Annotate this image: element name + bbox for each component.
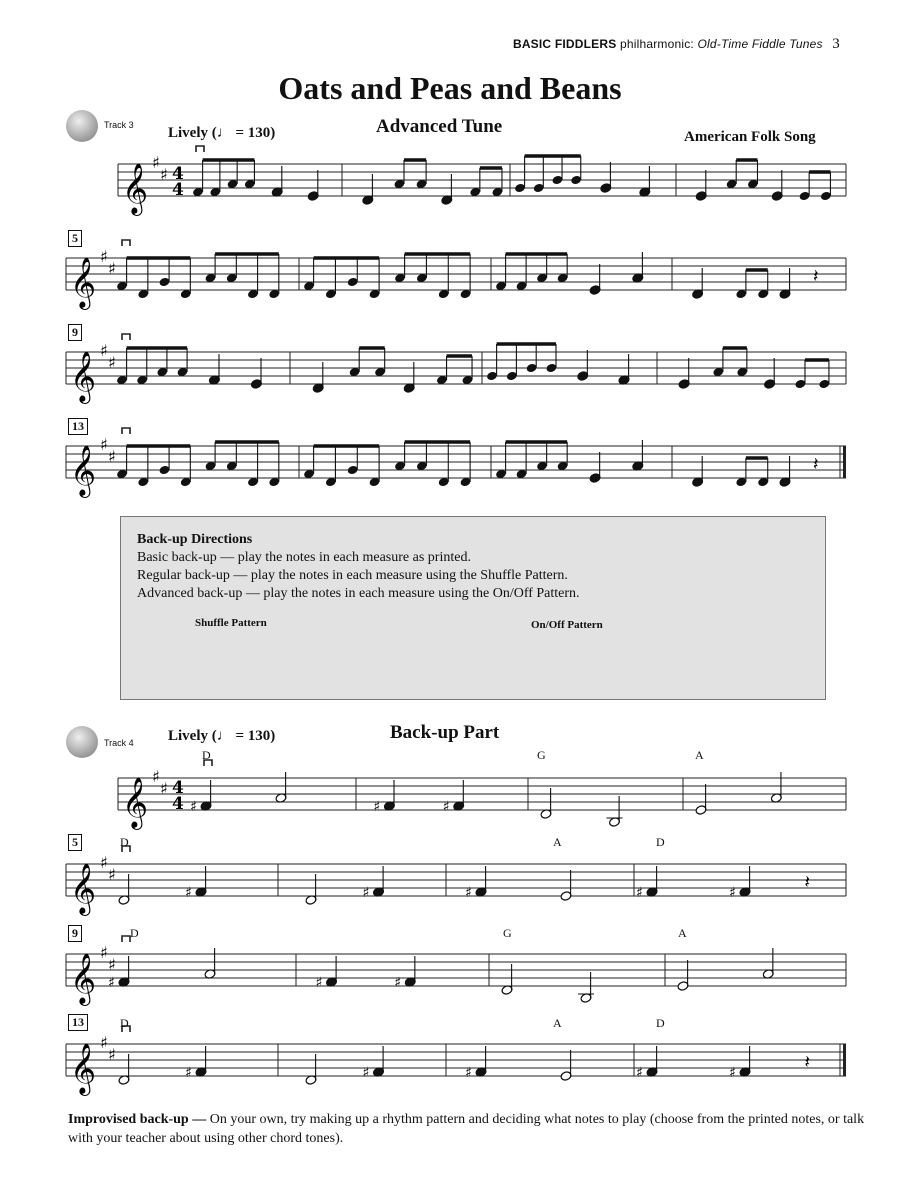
page-number: 3 [832, 36, 840, 52]
measure-number: 9 [68, 324, 82, 341]
sharp-icon: ♯ [100, 247, 108, 266]
treble-clef-icon: 𝄞 [70, 445, 97, 496]
speaker-icon[interactable] [66, 726, 98, 758]
footer-label: Improvised back-up — [68, 1112, 207, 1127]
section-subtitle: Advanced Tune [376, 116, 503, 137]
quarter-rest-icon: 𝄽 [804, 872, 811, 893]
sharp-icon: ♯ [394, 975, 402, 991]
down-bow-icon [122, 334, 130, 340]
quarter-rest-icon: 𝄽 [813, 454, 819, 475]
page-title: Oats and Peas and Beans [278, 70, 622, 106]
sharp-icon: ♯ [465, 1065, 472, 1081]
sharp-icon: ♯ [729, 1065, 736, 1081]
backup-directions-box [120, 516, 826, 700]
chord-symbol: D [202, 748, 211, 762]
sharp-icon: ♯ [636, 1065, 643, 1081]
final-barline [843, 446, 846, 478]
treble-clef-icon: 𝄞 [70, 351, 97, 402]
sharp-icon: ♯ [160, 779, 168, 798]
chord-symbol: A [678, 926, 687, 940]
sharp-icon: ♯ [100, 435, 108, 454]
sharp-icon: ♯ [729, 885, 736, 901]
sharp-icon: ♯ [100, 943, 108, 962]
sharp-icon: ♯ [152, 767, 160, 786]
treble-clef-icon: 𝄞 [122, 163, 149, 214]
box-heading: Back-up Directions [137, 532, 253, 547]
book-title: Old-Time Fiddle Tunes [697, 37, 823, 51]
sharp-icon: ♯ [190, 799, 197, 815]
composer-credit: American Folk Song [684, 129, 816, 145]
measure-number: 13 [68, 1014, 88, 1031]
measure-number: 5 [68, 834, 82, 851]
down-bow-icon [122, 936, 130, 942]
treble-clef-icon: 𝄞 [70, 257, 97, 308]
chord-symbol: D [120, 1016, 129, 1030]
measure-number: 13 [68, 418, 88, 435]
regular-backup-line: Regular back-up — play the notes in each measure using the Shuffle Pattern. [137, 568, 568, 583]
chord-symbol: A [695, 748, 704, 762]
chord-symbol: A [553, 835, 562, 849]
sharp-icon: ♯ [100, 1033, 108, 1052]
quarter-rest-icon: 𝄽 [813, 266, 819, 287]
sharp-icon: ♯ [152, 153, 160, 172]
advanced-backup-line: Advanced back-up — play the notes in each measure using the On/Off Pattern. [137, 586, 580, 601]
sharp-icon: ♯ [108, 865, 116, 884]
sharp-icon: ♯ [108, 447, 116, 466]
time-signature: 4 [172, 778, 184, 798]
chord-symbol: G [537, 748, 546, 762]
sharp-icon: ♯ [100, 853, 108, 872]
section-subtitle: Back-up Part [390, 722, 500, 743]
chord-symbol: D [656, 835, 665, 849]
sharp-icon: ♯ [373, 799, 381, 815]
sharp-icon: ♯ [185, 1065, 192, 1081]
final-barline [843, 1044, 846, 1076]
sharp-icon: ♯ [108, 1045, 116, 1064]
track-label: Track 3 [104, 120, 134, 130]
down-bow-icon [122, 240, 130, 246]
improvised-backup-note [68, 1110, 888, 1148]
sharp-icon: ♯ [160, 165, 168, 184]
measure-number: 5 [68, 230, 82, 247]
treble-clef-icon: 𝄞 [70, 1043, 97, 1094]
series-name: BASIC FIDDLERS [512, 37, 617, 51]
chord-symbol: D [120, 835, 129, 849]
quarter-rest-icon: 𝄽 [804, 1052, 811, 1073]
tempo-marking: Lively (♩ = 130) [168, 728, 276, 744]
sharp-icon: ♯ [100, 341, 108, 360]
chord-symbol: A [553, 1016, 562, 1030]
onoff-pattern-label: On/Off Pattern [531, 619, 603, 631]
sharp-icon: ♯ [315, 975, 323, 991]
publisher-name: philharmonic: [619, 37, 694, 51]
sharp-icon: ♯ [362, 1065, 370, 1081]
time-signature: 4 [172, 180, 184, 200]
sharp-icon: ♯ [442, 799, 450, 815]
sharp-icon: ♯ [108, 975, 115, 991]
chord-symbol: D [130, 926, 139, 940]
down-bow-icon [122, 428, 130, 434]
sharp-icon: ♯ [636, 885, 643, 901]
time-signature: 4 [172, 794, 184, 814]
sharp-icon: ♯ [362, 885, 370, 901]
sharp-icon: ♯ [465, 885, 472, 901]
track-label: Track 4 [104, 738, 134, 748]
treble-clef-icon: 𝄞 [122, 777, 149, 828]
measure-number: 9 [68, 925, 82, 942]
chord-symbol: G [503, 926, 512, 940]
tempo-marking: Lively (♩ = 130) [168, 125, 276, 141]
chord-symbol: D [656, 1016, 665, 1030]
treble-clef-icon: 𝄞 [70, 863, 97, 914]
down-bow-icon [196, 146, 204, 152]
sharp-icon: ♯ [108, 955, 116, 974]
treble-clef-icon: 𝄞 [70, 953, 97, 1004]
sharp-icon: ♯ [108, 353, 116, 372]
basic-backup-line: Basic back-up — play the notes in each measure as printed. [137, 550, 471, 565]
footer-text: On your own, try making up a rhythm pattern and deciding what notes to play (choose from the printed notes, or talk with your teacher about using other chord tones). [68, 1112, 865, 1146]
time-signature: 4 [172, 164, 184, 184]
shuffle-pattern-label: Shuffle Pattern [195, 617, 267, 629]
sharp-icon: ♯ [185, 885, 192, 901]
sharp-icon: ♯ [108, 259, 116, 278]
